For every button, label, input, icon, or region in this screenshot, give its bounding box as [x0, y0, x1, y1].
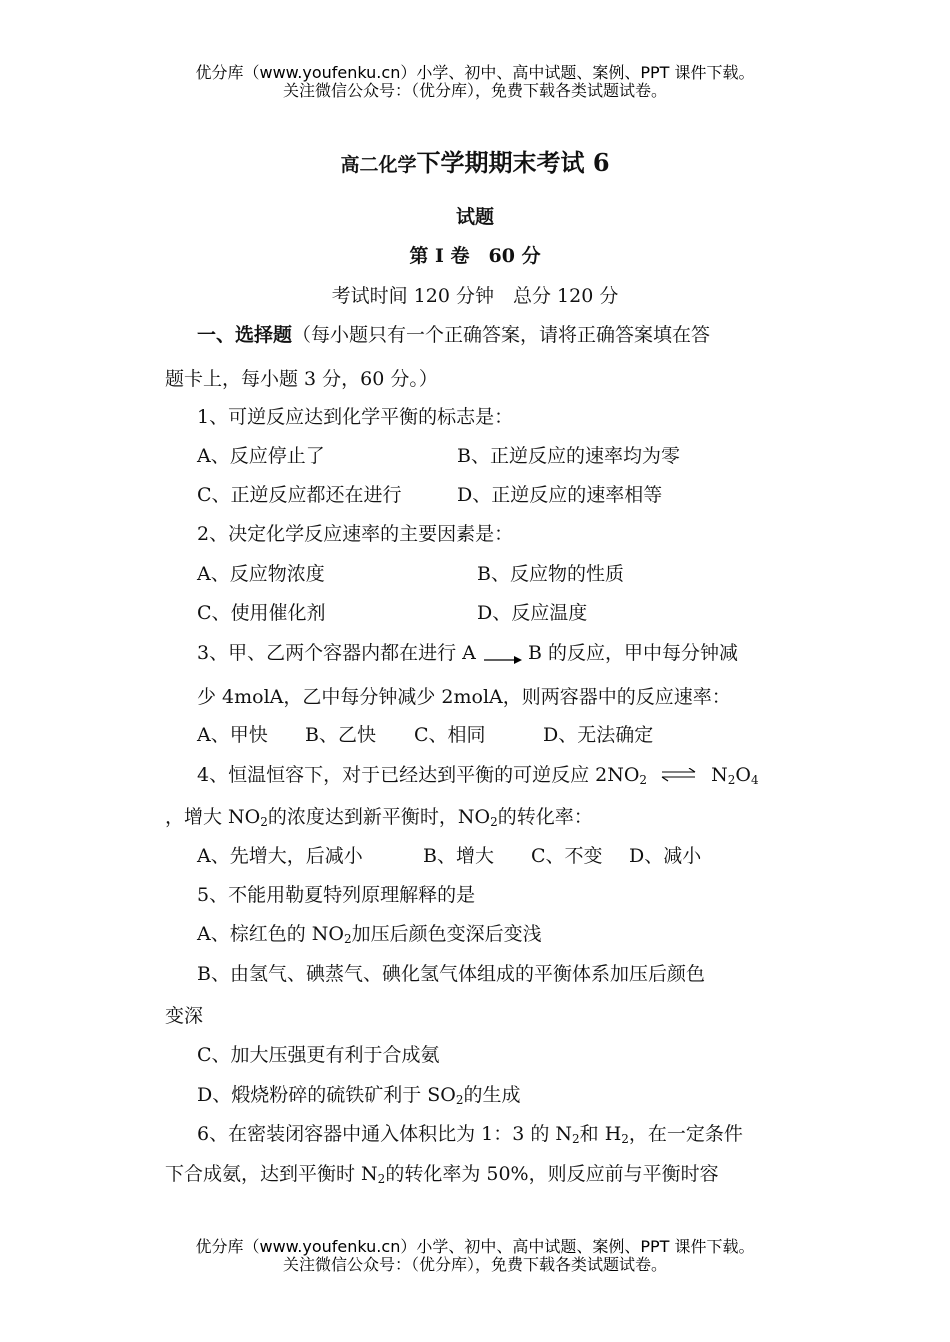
- q3-stem-a: 3、甲、乙两个容器内都在进行 A: [197, 642, 476, 664]
- q1-option-c: C、正逆反应都还在进行: [197, 484, 402, 506]
- q2-option-b: B、反应物的性质: [477, 563, 624, 585]
- q2-option-d: D、反应温度: [477, 602, 588, 624]
- q5-d-pre: D、煅烧粉碎的硫铁矿利于 SO: [197, 1084, 456, 1106]
- q1-option-a: A、反应停止了: [197, 445, 325, 467]
- q3-stem-c: 少 4molA，乙中每分钟减少 2molA，则两容器中的反应速率：: [197, 686, 731, 708]
- section-intro-a: （每小题只有一个正确答案，请将正确答案填在答: [292, 324, 711, 346]
- q3-stem-line-1: [197, 641, 738, 665]
- q5-a-sub: 2: [343, 932, 352, 946]
- q3-option-c: C、相同: [414, 724, 486, 746]
- q5-option-d: [197, 1083, 521, 1112]
- q4-option-c: C、不变: [531, 845, 603, 867]
- volume-heading: 第 I 卷 60 分: [409, 245, 541, 267]
- q1-stem: 1、可逆反应达到化学平衡的标志是：: [197, 406, 514, 428]
- q3-option-b: B、乙快: [305, 724, 376, 746]
- q4-stem-sub-3: 4: [751, 773, 759, 787]
- header-line-1: 优分库（www.youfenku.cn）小学、初中、高中试题、案例、PPT 课件下载。: [195, 63, 755, 82]
- footer-line-1: 优分库（www.youfenku.cn）小学、初中、高中试题、案例、PPT 课件下载。: [195, 1237, 755, 1256]
- q6-l1-a: 6、在密装闭容器中通入体积比为 1：3 的 N: [197, 1123, 573, 1145]
- q6-line-2: [165, 1162, 719, 1191]
- q6-l1-sub-1: 2: [572, 1132, 580, 1146]
- q3-option-d: D、无法确定: [543, 724, 654, 746]
- q3-option-a: A、甲快: [197, 724, 268, 746]
- q6-l2-b: 的转化率为 50%，则反应前与平衡时容: [385, 1163, 719, 1185]
- q5-option-b-line-1: B、由氢气、碘蒸气、碘化氢气体组成的平衡体系加压后颜色: [197, 963, 705, 985]
- page-title: [0, 148, 950, 180]
- q5-d-sub: 2: [455, 1093, 464, 1107]
- q6-l1-sub-2: 2: [621, 1132, 629, 1146]
- q1-option-d: D、正逆反应的速率相等: [457, 484, 663, 506]
- q5-option-c: C、加大压强更有利于合成氨: [197, 1044, 440, 1066]
- q4-stem-sub-1: 2: [639, 773, 648, 787]
- footer-line-2: 关注微信公众号：（优分库），免费下载各类试题试卷。: [282, 1255, 667, 1274]
- q4-option-d: D、减小: [629, 845, 702, 867]
- q4-option-b: B、增大: [423, 845, 494, 867]
- q4-line2-sub-2: 2: [490, 815, 498, 829]
- q5-option-a: [197, 922, 542, 951]
- q5-a-post: 加压后颜色变深后变浅: [351, 923, 542, 945]
- header-line-2: 关注微信公众号：（优分库），免费下载各类试题试卷。: [282, 81, 667, 100]
- q4-line2-a: ，增大 NO: [165, 806, 261, 828]
- q5-option-b-line-2: 变深: [165, 1005, 204, 1027]
- q4-option-a: A、先增大，后减小: [197, 845, 363, 867]
- q6-l1-c: ，在一定条件: [628, 1123, 743, 1145]
- title-main: 下学期期末考试 6: [416, 148, 610, 177]
- q3-stem-b: B 的反应，甲中每分钟减: [527, 642, 738, 664]
- q6-l1-b: 和 H: [579, 1123, 622, 1145]
- section-heading: [197, 323, 710, 347]
- q4-stem-line-2: [165, 805, 593, 834]
- q4-line2-c: 的转化率：: [497, 806, 593, 828]
- equilibrium-arrow-icon: [659, 768, 699, 782]
- reaction-arrow-icon: [482, 645, 522, 665]
- section-title: 一、选择题: [197, 324, 293, 346]
- q4-stem-line-1: [197, 763, 759, 792]
- q5-stem: 5、不能用勒夏特列原理解释的是: [197, 884, 476, 906]
- q2-option-a: A、反应物浓度: [197, 563, 325, 585]
- q6-l2-sub: 2: [377, 1172, 386, 1186]
- q4-stem-sub-2: 2: [727, 773, 736, 787]
- subtitle: 试题: [455, 206, 494, 228]
- q4-stem-a: 4、恒温恒容下，对于已经达到平衡的可逆反应 2NO: [197, 764, 640, 786]
- section-intro-b: 题卡上，每小题 3 分，60 分。）: [165, 368, 438, 390]
- q6-l2-a: 下合成氨，达到平衡时 N: [165, 1163, 378, 1185]
- q1-option-b: B、正逆反应的速率均为零: [457, 445, 680, 467]
- q6-line-1: [197, 1122, 743, 1151]
- q2-option-c: C、使用催化剂: [197, 602, 326, 624]
- q5-a-pre: A、棕红色的 NO: [197, 923, 344, 945]
- exam-info: 考试时间 120 分钟 总分 120 分: [331, 285, 619, 307]
- q5-d-post: 的生成: [463, 1084, 521, 1106]
- q4-line2-b: 的浓度达到新平衡时，NO: [267, 806, 491, 828]
- title-prefix: 高二化学: [340, 154, 417, 176]
- q2-stem: 2、决定化学反应速率的主要因素是：: [197, 523, 514, 545]
- q4-stem-o: O: [735, 764, 751, 786]
- q4-line2-sub-1: 2: [260, 815, 268, 829]
- q4-stem-n: N: [711, 764, 728, 786]
